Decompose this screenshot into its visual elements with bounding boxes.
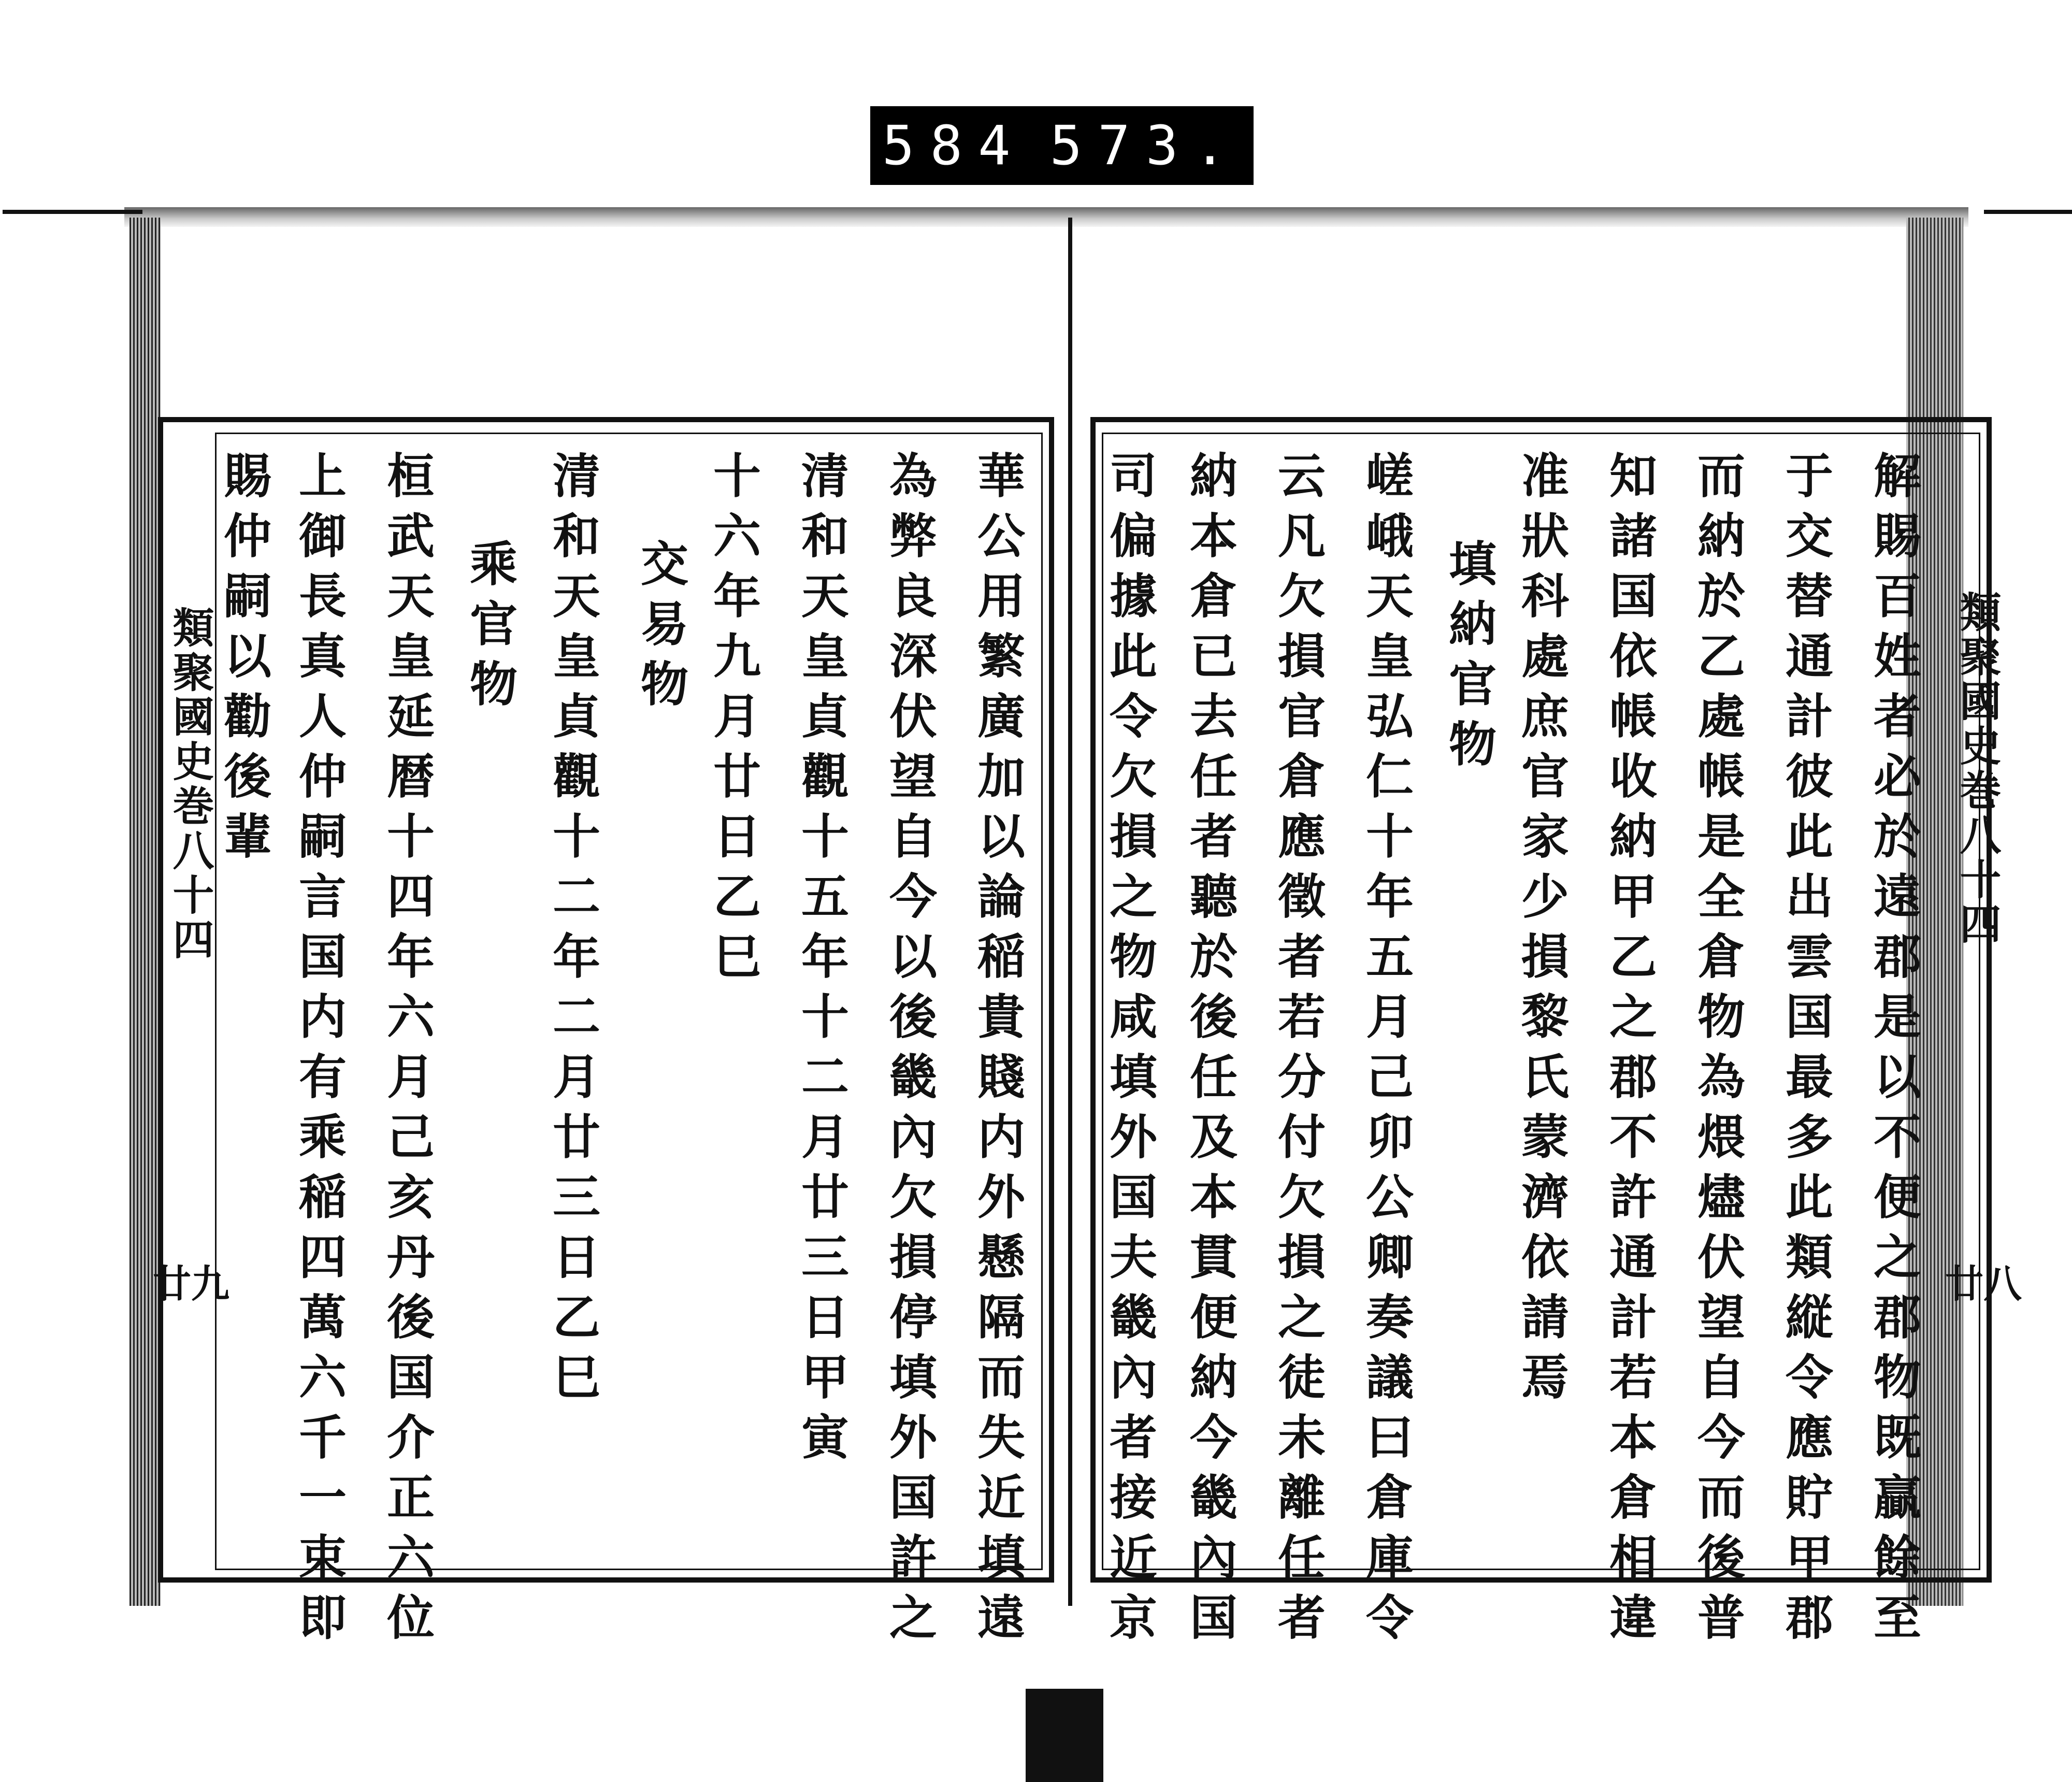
left-page-number: 廿九	[153, 1262, 229, 1306]
top-shadow	[124, 207, 1968, 227]
left-page-header: 類聚國史巻八十四	[166, 606, 214, 962]
left-col-3: 清和天皇貞觀十五年十二月廿三日甲寅	[794, 451, 850, 1472]
left-col-10: 賜仲嗣以勸後輩	[216, 451, 272, 871]
edge-line-right	[1984, 210, 2072, 214]
left-page-edge	[130, 218, 161, 1606]
archive-label-left: 584	[882, 114, 1026, 177]
right-col-8: 云凡欠損官倉應徵者若分付欠損之徒未離任者	[1270, 451, 1326, 1652]
left-col-6: 清和天皇貞觀十二年二月廿三日乙巳	[545, 451, 601, 1412]
right-col-7: 嵯峨天皇弘仁十年五月己卯公卿奏議曰倉庫令	[1358, 451, 1414, 1652]
left-col-2: 為弊良深伏望自今以後畿內欠損停填外国許之	[882, 451, 938, 1652]
left-col-9: 上御長真人仲嗣言国内有乘稲四萬六千一束即	[291, 451, 347, 1652]
archive-label	[870, 106, 1254, 185]
left-col-5: 交易物	[633, 539, 689, 719]
right-col-2: 于交替通計彼此出雲国最多此類縦令應貯甲郡	[1778, 451, 1834, 1652]
left-col-7: 乘官物	[462, 539, 518, 719]
right-col-10: 司偏據此令欠損之物咸填外国夫畿內者接近京	[1102, 451, 1158, 1652]
left-col-1: 華公用繁廣加以論稲貴賤内外懸隔而失近填遠	[970, 451, 1026, 1652]
left-col-4: 十六年九月廿日乙巳	[706, 451, 761, 991]
edge-line-left	[3, 210, 142, 214]
right-col-1: 解賜百姓者必於遠郡是以不便之郡物既贏餘至	[1866, 451, 1922, 1652]
right-col-3: 而納於乙處帳是全倉物為煨燼伏望自今而後普	[1690, 451, 1746, 1652]
left-col-8: 桓武天皇延暦十四年六月己亥丹後国介正六位	[379, 451, 435, 1652]
right-page-number: 廿八	[1945, 1262, 2022, 1306]
archive-label-right: 573.	[1049, 114, 1242, 177]
right-col-5: 准狀科處庶官家少損黎氏蒙濟依請焉	[1514, 451, 1570, 1412]
right-col-6: 填納官物	[1441, 539, 1497, 779]
right-col-9: 納本倉已去任者聽於後任及本貫便納今畿內国	[1182, 451, 1238, 1652]
gutter-block	[1026, 1689, 1103, 1782]
book-gutter	[1068, 218, 1072, 1606]
right-col-4: 知諸国依帳收納甲乙之郡不許通計若本倉相違	[1602, 451, 1658, 1652]
right-page-header: 類聚國史巻八十四	[1953, 591, 2002, 947]
